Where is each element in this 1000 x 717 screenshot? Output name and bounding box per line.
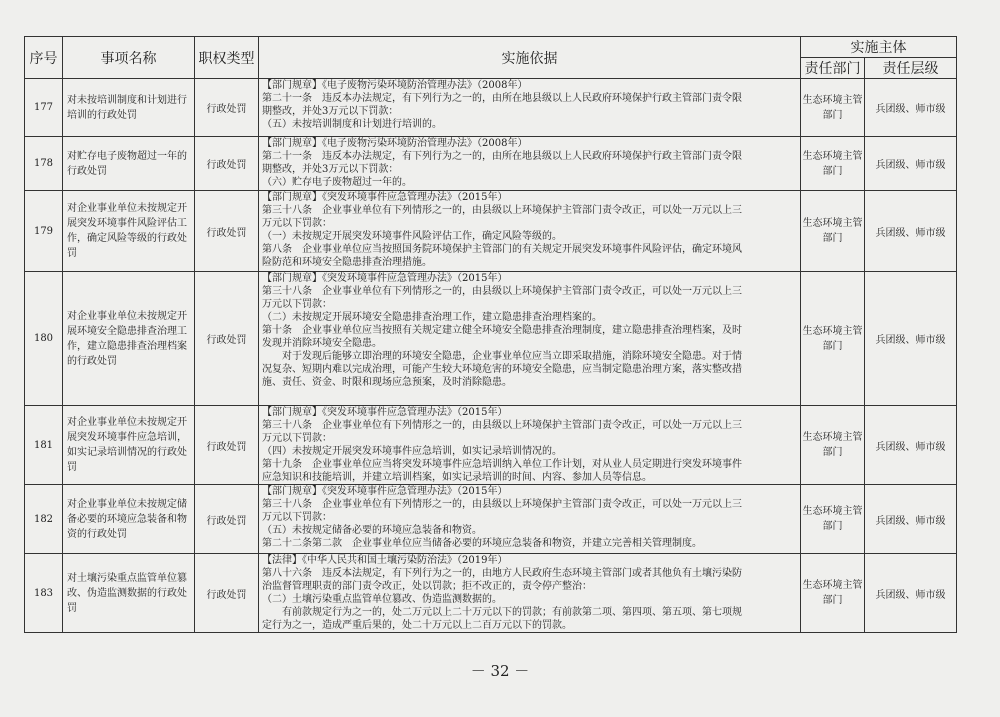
row-basis xyxy=(259,554,801,633)
basis-line: 对于发现后能够立即治理的环境安全隐患，企业事业单位应当立即采取措施，消除环境安全隐患。对于情 xyxy=(262,351,742,362)
basis-line: 【部门规章】《突发环境事件应急管理办法》（2015年） xyxy=(262,407,508,418)
row-level: 兵团级、师市级 xyxy=(865,554,957,633)
basis-line: 万元以下罚款： xyxy=(262,512,332,523)
basis-line: 施、责任、资金、时限和现场应急预案，及时消除隐患。 xyxy=(262,377,512,388)
basis-line: 发现并消除环境安全隐患。 xyxy=(262,338,382,349)
basis-line: 第二十二条第二款 企业事业单位应当储备必要的环境应急装备和物资，并建立完善相关管理制度。 xyxy=(262,538,702,549)
row-name: 对企业事业单位未按规定储备必要的环境应急装备和物资的行政处罚 xyxy=(63,485,195,554)
row-basis xyxy=(259,79,801,137)
row-type: 行政处罚 xyxy=(195,79,259,137)
basis-line: 况复杂、短期内难以完成治理，可能产生较大环境危害的环境安全隐患，应当制定隐患治理方案，落实整改措 xyxy=(262,364,742,375)
basis-line: （一）未按规定开展突发环境事件风险评估工作，确定风险等级的。 xyxy=(262,231,562,242)
basis-line: 万元以下罚款： xyxy=(262,218,332,229)
row-name: 对企业事业单位未按规定开展突发环境事件风险评估工作，确定风险等级的行政处罚 xyxy=(63,191,195,272)
header-subject: 实施主体 xyxy=(801,37,957,58)
row-type: 行政处罚 xyxy=(195,485,259,554)
table-row xyxy=(25,272,957,406)
row-dept: 生态环境主管部门 xyxy=(801,191,865,272)
basis-line: 万元以下罚款： xyxy=(262,433,332,444)
row-seq: 181 xyxy=(25,406,63,485)
basis-line: 【部门规章】《突发环境事件应急管理办法》（2015年） xyxy=(262,273,508,284)
basis-line: （四）未按规定开展突发环境事件应急培训，如实记录培训情况的。 xyxy=(262,446,562,457)
basis-line: （五）未按规定储备必要的环境应急装备和物资。 xyxy=(262,525,482,536)
basis-line: 【部门规章】《突发环境事件应急管理办法》（2015年） xyxy=(262,192,508,203)
row-type: 行政处罚 xyxy=(195,272,259,406)
row-type: 行政处罚 xyxy=(195,137,259,191)
basis-line: 第三十八条 企业事业单位有下列情形之一的，由县级以上环境保护主管部门责令改正，可以处一万元以上三 xyxy=(262,205,742,216)
row-level: 兵团级、师市级 xyxy=(865,272,957,406)
page-number: － 32 － xyxy=(470,662,530,680)
row-dept: 生态环境主管部门 xyxy=(801,554,865,633)
header-dept: 责任部门 xyxy=(801,58,865,79)
row-seq: 177 xyxy=(25,79,63,137)
row-seq: 182 xyxy=(25,485,63,554)
row-seq: 180 xyxy=(25,272,63,406)
row-dept: 生态环境主管部门 xyxy=(801,272,865,406)
row-name: 对企业事业单位未按规定开展突发环境事件应急培训，如实记录培训情况的行政处罚 xyxy=(63,406,195,485)
basis-line: 【部门规章】《电子废物污染环境防治管理办法》（2008年） xyxy=(262,80,528,91)
basis-line: 有前款规定行为之一的，处二万元以上二十万元以下的罚款；有前款第二项、第四项、第五项、第七项规 xyxy=(262,607,742,618)
header-name: 事项名称 xyxy=(63,37,195,79)
row-level: 兵团级、师市级 xyxy=(865,79,957,137)
basis-line: 第十条 企业事业单位应当按照有关规定建立健全环境安全隐患排查治理制度，建立隐患排查治理档案，及时 xyxy=(262,325,742,336)
row-level: 兵团级、师市级 xyxy=(865,137,957,191)
table-row xyxy=(25,554,957,633)
basis-line: 期整改，并处3万元以下罚款： xyxy=(262,164,399,175)
basis-line: 【法律】《中华人民共和国土壤污染防治法》（2019年） xyxy=(262,555,508,566)
table-row xyxy=(25,79,957,137)
row-seq: 179 xyxy=(25,191,63,272)
basis-line: 第二十一条 违反本办法规定，有下列行为之一的，由所在地县级以上人民政府环境保护行政主管部门责令限 xyxy=(262,93,742,104)
row-level: 兵团级、师市级 xyxy=(865,191,957,272)
row-type: 行政处罚 xyxy=(195,191,259,272)
basis-line: 第三十八条 企业事业单位有下列情形之一的，由县级以上环境保护主管部门责令改正，可以处一万元以上三 xyxy=(262,420,742,431)
row-name: 对企业事业单位未按规定开展环境安全隐患排查治理工作，建立隐患排查治理档案的行政处罚 xyxy=(63,272,195,406)
row-seq: 183 xyxy=(25,554,63,633)
header-level: 责任层级 xyxy=(865,58,957,79)
basis-line: 治监督管理职责的部门责令改正，处以罚款；拒不改正的，责令停产整治： xyxy=(262,581,592,592)
row-basis xyxy=(259,406,801,485)
basis-line: 险防范和环境安全隐患排查治理措施。 xyxy=(262,257,432,268)
row-name: 对贮存电子废物超过一年的行政处罚 xyxy=(63,137,195,191)
row-dept: 生态环境主管部门 xyxy=(801,485,865,554)
row-dept: 生态环境主管部门 xyxy=(801,406,865,485)
row-basis xyxy=(259,485,801,554)
basis-line: （六）贮存电子废物超过一年的。 xyxy=(262,177,412,188)
basis-line: 定行为之一，造成严重后果的，处二十万元以上二百万元以下的罚款。 xyxy=(262,620,572,631)
header-type: 职权类型 xyxy=(195,37,259,79)
row-type: 行政处罚 xyxy=(195,406,259,485)
row-seq: 178 xyxy=(25,137,63,191)
basis-line: 第二十一条 违反本办法规定，有下列行为之一的，由所在地县级以上人民政府环境保护行政主管部门责令限 xyxy=(262,151,742,162)
table-row xyxy=(25,485,957,554)
table-row xyxy=(25,191,957,272)
table-row xyxy=(25,137,957,191)
row-basis xyxy=(259,137,801,191)
row-name: 对土壤污染重点监管单位篡改、伪造监测数据的行政处罚 xyxy=(63,554,195,633)
basis-line: 万元以下罚款： xyxy=(262,299,332,310)
basis-line: 期整改，并处3万元以下罚款： xyxy=(262,106,399,117)
basis-line: 第三十八条 企业事业单位有下列情形之一的，由县级以上环境保护主管部门责令改正，可以处一万元以上三 xyxy=(262,286,742,297)
table-row xyxy=(25,406,957,485)
row-dept: 生态环境主管部门 xyxy=(801,79,865,137)
basis-line: （五）未按培训制度和计划进行培训的。 xyxy=(262,119,442,130)
basis-line: （二）未按规定开展环境安全隐患排查治理工作，建立隐患排查治理档案的。 xyxy=(262,312,602,323)
row-basis xyxy=(259,191,801,272)
basis-line: 第八十六条 违反本法规定，有下列行为之一的，由地方人民政府生态环境主管部门或者其他负有土壤污染防 xyxy=(262,568,742,579)
header-seq: 序号 xyxy=(25,37,63,79)
basis-line: 第十九条 企业事业单位应当将突发环境事件应急培训纳入单位工作计划，对从业人员定期进行突发环境事件 xyxy=(262,459,742,470)
basis-line: 第八条 企业事业单位应当按照国务院环境保护主管部门的有关规定开展突发环境事件风险评估，确定环境风 xyxy=(262,244,742,255)
row-level: 兵团级、师市级 xyxy=(865,406,957,485)
basis-line: 第三十八条 企业事业单位有下列情形之一的，由县级以上环境保护主管部门责令改正，可以处一万元以上三 xyxy=(262,499,742,510)
row-dept: 生态环境主管部门 xyxy=(801,137,865,191)
row-name: 对未按培训制度和计划进行培训的行政处罚 xyxy=(63,79,195,137)
basis-line: （二）土壤污染重点监管单位篡改、伪造监测数据的。 xyxy=(262,594,502,605)
basis-line: 【部门规章】《电子废物污染环境防治管理办法》（2008年） xyxy=(262,138,528,149)
row-type: 行政处罚 xyxy=(195,554,259,633)
basis-line: 应急知识和技能培训，并建立培训档案，如实记录培训的时间、内容、参加人员等信息。 xyxy=(262,472,652,483)
table-body xyxy=(25,79,957,633)
basis-line: 【部门规章】《突发环境事件应急管理办法》（2015年） xyxy=(262,486,508,497)
authority-table xyxy=(24,36,957,633)
row-level: 兵团级、师市级 xyxy=(865,485,957,554)
header-basis: 实施依据 xyxy=(259,37,801,79)
row-basis xyxy=(259,272,801,406)
